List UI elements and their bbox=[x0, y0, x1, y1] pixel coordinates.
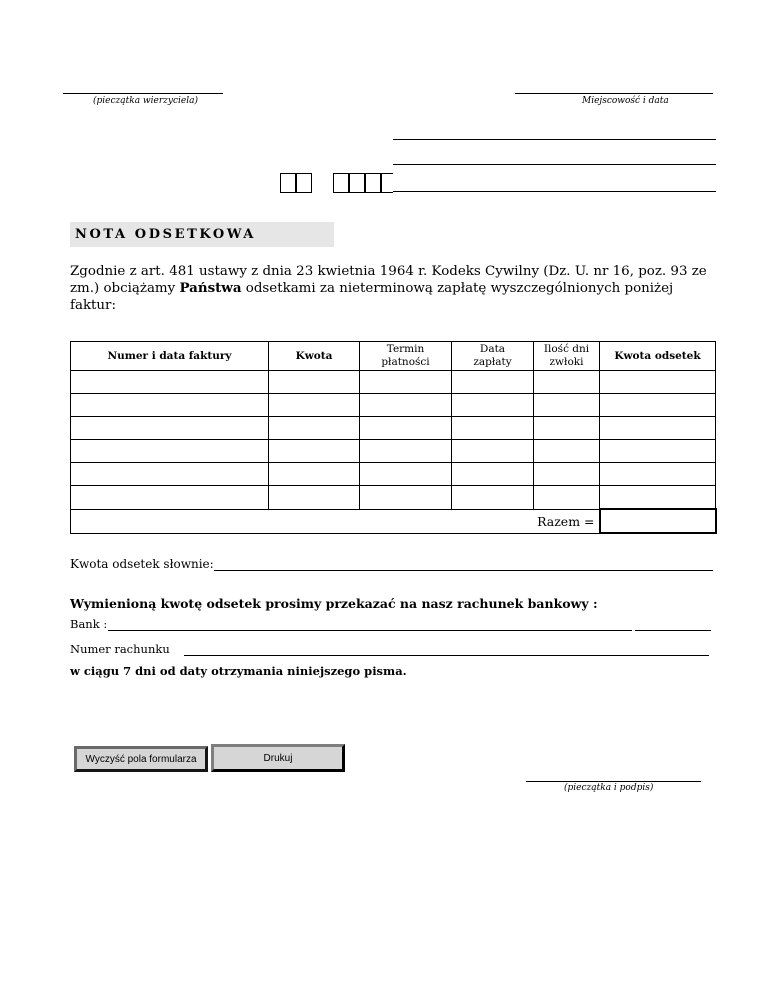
table-cell[interactable] bbox=[360, 486, 452, 510]
intro-paragraph bbox=[70, 263, 720, 314]
table-cell[interactable] bbox=[534, 371, 600, 394]
table-cell[interactable] bbox=[71, 440, 269, 463]
postal-code-digit-4[interactable] bbox=[349, 173, 365, 193]
table-cell[interactable] bbox=[534, 440, 600, 463]
amount-in-words-label: Kwota odsetek słownie: bbox=[70, 557, 214, 571]
account-number-label: Numer rachunku bbox=[70, 642, 170, 656]
header-invoice-number-date: Numer i data faktury bbox=[71, 342, 269, 371]
table-cell[interactable] bbox=[600, 371, 716, 394]
table-cell[interactable] bbox=[534, 417, 600, 440]
table-row bbox=[71, 417, 716, 440]
table-cell[interactable] bbox=[600, 463, 716, 486]
table-cell[interactable] bbox=[534, 486, 600, 510]
table-cell[interactable] bbox=[600, 417, 716, 440]
bank-label: Bank : bbox=[70, 617, 108, 631]
table-cell[interactable] bbox=[360, 440, 452, 463]
table-cell[interactable] bbox=[71, 417, 269, 440]
intro-bold-word: Państwa bbox=[179, 280, 242, 296]
amount-in-words-field[interactable] bbox=[214, 570, 713, 571]
total-row bbox=[71, 509, 716, 533]
table-cell[interactable] bbox=[600, 440, 716, 463]
header-amount: Kwota bbox=[269, 342, 360, 371]
creditor-stamp-line bbox=[63, 93, 223, 94]
bank-field[interactable] bbox=[108, 630, 632, 631]
postal-code-digit-2[interactable] bbox=[296, 173, 312, 193]
table-cell[interactable] bbox=[452, 417, 534, 440]
table-cell[interactable] bbox=[269, 371, 360, 394]
table-cell[interactable] bbox=[534, 394, 600, 417]
table-cell[interactable] bbox=[452, 463, 534, 486]
table-cell[interactable] bbox=[269, 417, 360, 440]
header-payment-due: Termin płatności bbox=[360, 342, 452, 371]
place-date-line bbox=[515, 93, 713, 94]
postal-code-digit-5[interactable] bbox=[365, 173, 381, 193]
table-cell[interactable] bbox=[71, 463, 269, 486]
table-cell[interactable] bbox=[452, 394, 534, 417]
intro-text-before: Zgodnie z art. 481 ustawy z dnia 23 kwietnia 1964 r. Kodeks Cywilny (Dz. U. nr 16, poz. 93 ze zm.) obciążamy bbox=[70, 264, 707, 296]
intro-text-after: odsetkami za nieterminową zapłatę wyszczególnionych poniżej faktur: bbox=[70, 281, 674, 313]
table-cell[interactable] bbox=[452, 486, 534, 510]
table-cell[interactable] bbox=[360, 394, 452, 417]
table-cell[interactable] bbox=[269, 394, 360, 417]
total-label: Razem = bbox=[71, 509, 600, 533]
table-cell[interactable] bbox=[71, 371, 269, 394]
postal-code-digit-3[interactable] bbox=[333, 173, 349, 193]
invoice-table bbox=[70, 341, 717, 534]
table-row bbox=[71, 394, 716, 417]
print-button[interactable]: Drukuj bbox=[211, 744, 345, 772]
table-cell[interactable] bbox=[600, 394, 716, 417]
table-cell[interactable] bbox=[600, 486, 716, 510]
table-cell[interactable] bbox=[452, 440, 534, 463]
postal-code-digit-6[interactable] bbox=[381, 173, 393, 193]
transfer-request-text: Wymienioną kwotę odsetek prosimy przekazać na nasz rachunek bankowy : bbox=[70, 596, 598, 611]
header-days-late: Ilość dni zwłoki bbox=[534, 342, 600, 371]
clear-form-button[interactable]: Wyczyść pola formularza bbox=[74, 746, 208, 772]
table-row bbox=[71, 463, 716, 486]
table-row bbox=[71, 486, 716, 510]
recipient-line-2[interactable] bbox=[393, 164, 716, 165]
creditor-stamp-caption: (pieczątka wierzyciela) bbox=[93, 96, 198, 106]
table-cell[interactable] bbox=[360, 371, 452, 394]
table-cell[interactable] bbox=[71, 394, 269, 417]
table-row bbox=[71, 371, 716, 394]
recipient-line-1[interactable] bbox=[393, 139, 716, 140]
header-payment-date: Data zapłaty bbox=[452, 342, 534, 371]
signature-caption: (pieczątka i podpis) bbox=[564, 783, 654, 793]
recipient-line-3[interactable] bbox=[393, 191, 716, 192]
table-cell[interactable] bbox=[71, 486, 269, 510]
postal-code-digit-1[interactable] bbox=[280, 173, 296, 193]
table-cell[interactable] bbox=[360, 463, 452, 486]
table-header-row bbox=[71, 342, 716, 371]
table-cell[interactable] bbox=[269, 486, 360, 510]
place-date-caption: Miejscowość i data bbox=[582, 96, 669, 106]
table-cell[interactable] bbox=[452, 371, 534, 394]
table-cell[interactable] bbox=[360, 417, 452, 440]
payment-deadline-text: w ciągu 7 dni od daty otrzymania niniejszego pisma. bbox=[70, 664, 407, 678]
table-cell[interactable] bbox=[269, 440, 360, 463]
account-number-field[interactable] bbox=[184, 655, 709, 656]
table-cell[interactable] bbox=[269, 463, 360, 486]
signature-line bbox=[526, 781, 701, 782]
total-amount-field[interactable] bbox=[600, 509, 716, 533]
bank-field-extra[interactable] bbox=[635, 630, 711, 631]
document-title: NOTA ODSETKOWA bbox=[75, 227, 256, 242]
table-cell[interactable] bbox=[534, 463, 600, 486]
header-interest-amount: Kwota odsetek bbox=[600, 342, 716, 371]
table-row bbox=[71, 440, 716, 463]
